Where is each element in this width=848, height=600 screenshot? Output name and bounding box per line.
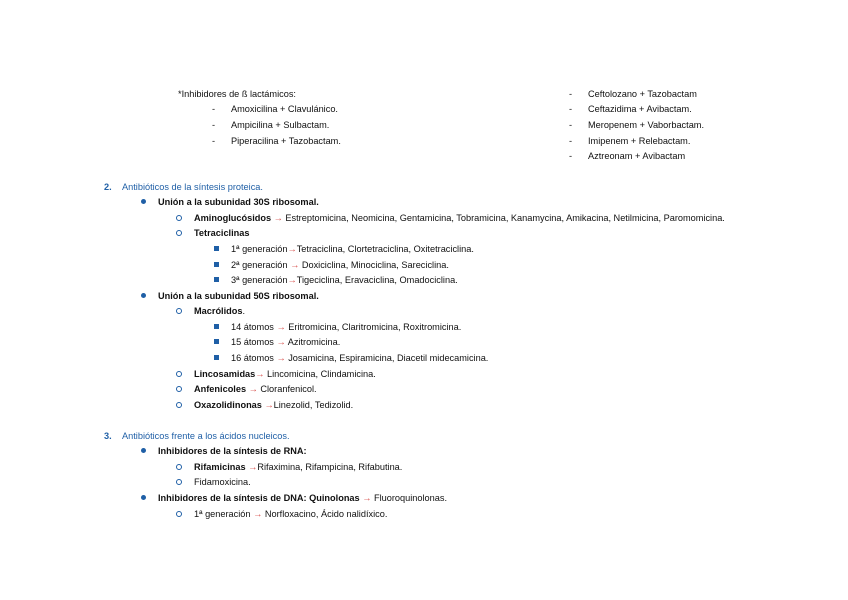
beta-right-1: Ceftolozano + Tazobactam: [588, 89, 697, 99]
bullet-square: [214, 262, 219, 267]
arrow-icon: →: [287, 244, 297, 254]
arrow-icon: →: [248, 384, 258, 394]
dash: -: [212, 120, 216, 130]
dna-inhibitors-label: Inhibidores de la síntesis de DNA: Quinolonas: [158, 493, 360, 503]
bullet-ring: [176, 371, 182, 377]
arrow-icon: →: [248, 462, 258, 472]
gen-text: Tigeciclina, Eravaciclina, Omadociclina.: [296, 275, 458, 285]
atoms-text: Josamicina, Espiramicina, Diacetil midecamicina.: [285, 353, 489, 363]
arrow-icon: →: [264, 400, 274, 410]
amphenicols-line: [194, 383, 317, 395]
bullet-square: [214, 246, 219, 251]
aminoglycosides-text: Estreptomicina, Neomicina, Gentamicina, Tobramicina, Kanamycina, Amikacina, Netilmicina, Paromomicina.: [285, 213, 725, 223]
dash: -: [569, 89, 573, 99]
bullet-square: [214, 277, 219, 282]
dna-inhibitors-line: [158, 492, 447, 504]
atoms-text: Eritromicina, Claritromicina, Roxitromicina.: [285, 322, 462, 332]
gen-text: Norfloxacino, Ácido nalidíxico.: [262, 509, 388, 519]
aminoglycosides-line: [194, 212, 725, 224]
aminoglycosides-label: Aminoglucósidos: [194, 213, 272, 223]
arrow-icon: →: [290, 260, 300, 270]
bullet-square: [214, 355, 219, 360]
tetracyclines-label: Tetraciclinas: [194, 228, 250, 238]
macro-16: [231, 352, 488, 364]
section-2-number: 2.: [104, 182, 112, 192]
amphenicols-label: Anfenicoles: [194, 384, 247, 394]
lincosamides-line: [194, 368, 376, 380]
tetra-gen-3: [231, 274, 458, 286]
section-3-number: 3.: [104, 431, 112, 441]
beta-left-3: Piperacilina + Tazobactam.: [231, 136, 341, 146]
lincosamides-label: Lincosamidas: [194, 369, 256, 379]
oxazolidinones-text: Linezolid, Tedizolid.: [273, 400, 354, 410]
dash: -: [212, 136, 216, 146]
bullet-dot: [141, 448, 146, 453]
gen-label: 3ª generación: [231, 275, 288, 285]
dash: -: [569, 120, 573, 130]
bullet-ring: [176, 511, 182, 517]
gen-label: 1ª generación: [231, 244, 288, 254]
dash: -: [212, 104, 216, 114]
subunit-50s: Unión a la subunidad 50S ribosomal.: [158, 291, 319, 301]
rna-inhibitors: Inhibidores de la síntesis de RNA:: [158, 446, 307, 456]
dash: -: [569, 151, 573, 161]
lincosamides-text: Lincomicina, Clindamicina.: [264, 369, 376, 379]
macro-14: [231, 321, 461, 333]
quinolone-gen-1: [194, 508, 387, 520]
dna-inhibitors-text: Fluoroquinolonas.: [371, 493, 447, 503]
bullet-ring: [176, 464, 182, 470]
arrow-icon: →: [287, 275, 297, 285]
atoms-label: 15 átomos: [231, 337, 274, 347]
section-2-heading: Antibióticos de la síntesis proteica.: [122, 182, 263, 192]
beta-left-1: Amoxicilina + Clavulánico.: [231, 104, 338, 114]
bullet-ring: [176, 479, 182, 485]
arrow-icon: →: [276, 353, 286, 363]
bullet-square: [214, 324, 219, 329]
amphenicols-text: Cloranfenicol.: [257, 384, 317, 394]
beta-right-5: Aztreonam + Avibactam: [588, 151, 686, 161]
beta-right-3: Meropenem + Vaborbactam.: [588, 120, 705, 130]
arrow-icon: →: [253, 509, 263, 519]
rifamycins-text: Rifaximina, Rifampicina, Rifabutina.: [257, 462, 403, 472]
arrow-icon: →: [255, 369, 265, 379]
arrow-icon: →: [273, 213, 283, 223]
rifamycins-label: Rifamicinas: [194, 462, 246, 472]
atoms-label: 14 átomos: [231, 322, 274, 332]
bullet-dot: [141, 199, 146, 204]
gen-text: Doxiciclina, Minociclina, Sareciclina.: [299, 260, 449, 270]
bullet-dot: [141, 495, 146, 500]
bullet-ring: [176, 386, 182, 392]
gen-text: Tetraciclina, Clortetraciclina, Oxitetraciclina.: [296, 244, 474, 254]
bullet-square: [214, 339, 219, 344]
macrolides-label-line: Macrólidos.: [194, 306, 246, 316]
bullet-ring: [176, 402, 182, 408]
macrolides-label: Macrólidos: [194, 306, 243, 316]
bullet-ring: [176, 308, 182, 314]
atoms-text: Azitromicina.: [285, 337, 341, 347]
arrow-icon: →: [276, 337, 286, 347]
rifamycins-line: [194, 461, 402, 473]
bullet-ring: [176, 230, 182, 236]
atoms-label: 16 átomos: [231, 353, 274, 363]
tetra-gen-2: [231, 259, 449, 271]
gen-label: 1ª generación: [194, 509, 251, 519]
oxazolidinones-label: Oxazolidinonas: [194, 400, 262, 410]
dash: -: [569, 104, 573, 114]
bullet-dot: [141, 293, 146, 298]
arrow-icon: →: [362, 493, 372, 503]
beta-title: *Inhibidores de ß lactámicos:: [178, 89, 296, 99]
gen-label: 2ª generación: [231, 260, 288, 270]
beta-left-2: Ampicilina + Sulbactam.: [231, 120, 330, 130]
arrow-icon: →: [276, 322, 286, 332]
section-3-heading: Antibióticos frente a los ácidos nucleicos.: [122, 431, 290, 441]
beta-right-2: Ceftazidima + Avibactam.: [588, 104, 692, 114]
macro-15: [231, 336, 340, 348]
tetra-gen-1: [231, 243, 474, 255]
beta-right-4: Imipenem + Relebactam.: [588, 136, 691, 146]
subunit-30s: Unión a la subunidad 30S ribosomal.: [158, 197, 319, 207]
oxazolidinones-line: [194, 399, 353, 411]
fidamoxicina: Fidamoxicina.: [194, 477, 251, 487]
dash: -: [569, 136, 573, 146]
bullet-ring: [176, 215, 182, 221]
